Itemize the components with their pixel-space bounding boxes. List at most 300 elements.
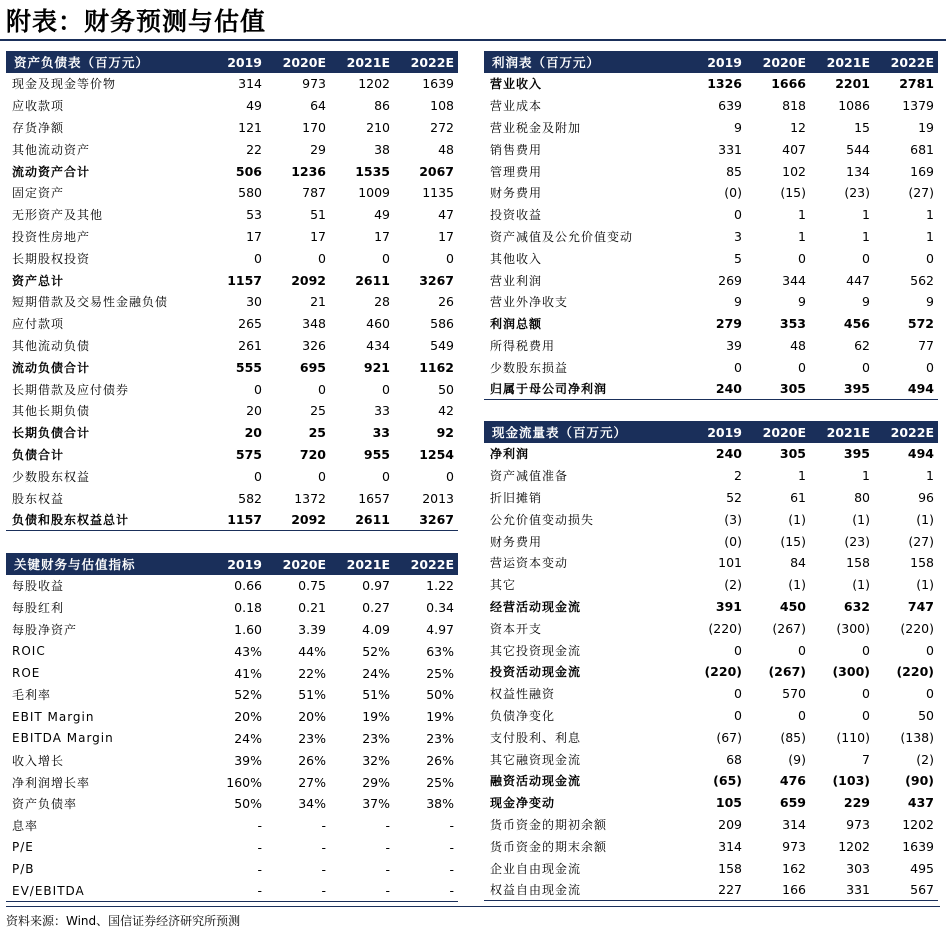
row-label: 应收款项	[12, 99, 65, 114]
value-cell: (138)	[900, 729, 934, 745]
row-label: 融资活动现金流	[490, 774, 582, 789]
value-cell: 973	[846, 816, 870, 832]
value-cell: 447	[846, 272, 870, 288]
value-cell: 0	[382, 381, 390, 397]
value-cell: 0	[446, 250, 454, 266]
value-cell: 49	[246, 98, 262, 114]
value-cell: 659	[779, 795, 806, 811]
row-label: 收入增长	[12, 753, 65, 768]
value-cell: 2013	[422, 490, 454, 506]
row-label: P/B	[12, 862, 35, 877]
value-cell: 265	[238, 316, 262, 332]
value-cell: 476	[779, 773, 806, 789]
value-cell: 5	[734, 250, 742, 266]
row-label: 存货净额	[12, 120, 65, 135]
value-cell: 353	[779, 316, 806, 332]
value-cell: 50	[438, 381, 454, 397]
table-title: 关键财务与估值指标	[6, 553, 202, 575]
value-cell: 162	[782, 860, 806, 876]
row-label: 现金净变动	[490, 796, 556, 811]
value-cell: 29%	[362, 774, 390, 790]
value-cell: (65)	[713, 773, 742, 789]
value-cell: 1	[798, 207, 806, 223]
value-cell: 3	[734, 228, 742, 244]
value-cell: 17	[374, 228, 390, 244]
title-divider	[0, 39, 946, 41]
value-cell: 921	[363, 359, 390, 375]
table-row	[6, 837, 458, 859]
value-cell: 747	[907, 598, 934, 614]
row-label: ROIC	[12, 644, 46, 659]
table-row	[484, 748, 938, 770]
row-label: 资产减值及公允价值变动	[490, 229, 634, 244]
value-cell: 9	[734, 119, 742, 135]
value-cell: 2611	[330, 509, 394, 531]
value-cell: 158	[910, 555, 934, 571]
row-label: 流动负债合计	[12, 360, 91, 375]
value-cell: 227	[682, 879, 746, 901]
value-cell: 86	[374, 98, 390, 114]
row-label: 固定资产	[12, 186, 65, 201]
value-cell: 62	[854, 337, 870, 353]
value-cell: 494	[874, 378, 938, 400]
row-label: 长期负债合计	[12, 426, 91, 441]
value-cell: 102	[782, 163, 806, 179]
value-cell: 1639	[422, 76, 454, 92]
table-row	[6, 597, 458, 619]
row-label: 每股净资产	[12, 622, 78, 637]
value-cell: 2067	[419, 163, 454, 179]
row-label: 营运资本变动	[490, 556, 569, 571]
table-header-row	[6, 51, 458, 73]
year-header: 2021E	[810, 421, 874, 443]
value-cell: 0	[862, 250, 870, 266]
value-cell: 3267	[419, 272, 454, 288]
table-row	[484, 814, 938, 836]
table-row	[6, 400, 458, 422]
row-label: 少数股东权益	[12, 469, 91, 484]
table-row	[484, 160, 938, 182]
table-row	[484, 378, 938, 400]
value-cell: 0	[318, 381, 326, 397]
value-cell: 1326	[707, 76, 742, 92]
year-header: 2022E	[394, 553, 458, 575]
value-cell: 9	[734, 294, 742, 310]
value-cell: 0	[862, 707, 870, 723]
value-cell: 695	[299, 359, 326, 375]
value-cell: 305	[779, 446, 806, 462]
value-cell: 314	[718, 838, 742, 854]
value-cell: 23%	[298, 730, 326, 746]
value-cell: 632	[843, 598, 870, 614]
value-cell: 9	[926, 294, 934, 310]
value-cell: 973	[782, 838, 806, 854]
value-cell: 61	[790, 489, 806, 505]
row-label: 长期股权投资	[12, 251, 91, 266]
row-label: EBIT Margin	[12, 709, 95, 724]
table-row	[484, 73, 938, 95]
value-cell: 24%	[234, 730, 262, 746]
value-cell: 33	[374, 403, 390, 419]
row-label: 其它投资现金流	[490, 643, 582, 658]
table-row	[6, 313, 458, 335]
value-cell: -	[321, 861, 326, 877]
value-cell: 38	[374, 141, 390, 157]
value-cell: 1	[862, 468, 870, 484]
row-label: 资产总计	[12, 273, 65, 288]
value-cell: 52%	[234, 687, 262, 703]
cash-flow-table	[484, 421, 938, 901]
table-header-row	[484, 51, 938, 73]
value-cell: 51%	[362, 687, 390, 703]
value-cell: 158	[718, 860, 742, 876]
table-row	[484, 487, 938, 509]
value-cell: 0.75	[298, 578, 326, 594]
value-cell: 303	[846, 860, 870, 876]
value-cell: 0.66	[234, 578, 262, 594]
value-cell: 348	[302, 316, 326, 332]
table-row	[6, 356, 458, 378]
table-row	[484, 835, 938, 857]
row-label: 其他收入	[490, 251, 543, 266]
value-cell: 21	[310, 294, 326, 310]
value-cell: -	[202, 880, 266, 902]
table-title: 现金流量表（百万元）	[484, 421, 682, 443]
table-row	[6, 444, 458, 466]
value-cell: (1)	[852, 511, 870, 527]
table-row	[484, 269, 938, 291]
value-cell: 39%	[234, 752, 262, 768]
value-cell: 50	[918, 707, 934, 723]
value-cell: 27%	[298, 774, 326, 790]
value-cell: 64	[310, 98, 326, 114]
value-cell: 1.22	[426, 578, 454, 594]
value-cell: 0	[862, 686, 870, 702]
value-cell: 1	[926, 207, 934, 223]
value-cell: (2)	[724, 577, 742, 593]
table-row	[484, 705, 938, 727]
value-cell: 26	[438, 294, 454, 310]
value-cell: 0	[254, 381, 262, 397]
value-cell: 20	[244, 425, 262, 441]
value-cell: 9	[862, 294, 870, 310]
row-label: 投资活动现金流	[490, 665, 582, 680]
table-row	[6, 662, 458, 684]
value-cell: 19%	[362, 709, 390, 725]
value-cell: (0)	[724, 185, 742, 201]
row-label: 毛利率	[12, 688, 52, 703]
value-cell: 1202	[902, 816, 934, 832]
value-cell: 567	[874, 879, 938, 901]
value-cell: 1009	[358, 185, 390, 201]
value-cell: 12	[790, 119, 806, 135]
value-cell: 1379	[902, 98, 934, 114]
row-label: 货币资金的期初余额	[490, 817, 608, 832]
value-cell: (267)	[768, 664, 806, 680]
value-cell: 134	[846, 163, 870, 179]
value-cell: 26%	[298, 752, 326, 768]
value-cell: 20%	[234, 709, 262, 725]
value-cell: 2611	[355, 272, 390, 288]
year-header: 2022E	[394, 51, 458, 73]
value-cell: 166	[746, 879, 810, 901]
value-cell: 562	[910, 272, 934, 288]
value-cell: 209	[718, 816, 742, 832]
value-cell: 0	[734, 707, 742, 723]
row-label: 其他流动负债	[12, 338, 91, 353]
table-row	[484, 726, 938, 748]
value-cell: 23%	[426, 730, 454, 746]
table-row	[484, 552, 938, 574]
row-label: 息率	[12, 819, 39, 834]
value-cell: 1	[926, 468, 934, 484]
value-cell: (1)	[916, 511, 934, 527]
row-label: 负债和股东权益总计	[6, 509, 202, 531]
table-row	[484, 530, 938, 552]
table-row	[6, 509, 458, 531]
row-label: EBITDA Margin	[12, 731, 114, 746]
value-cell: 38%	[426, 796, 454, 812]
value-cell: 51%	[298, 687, 326, 703]
value-cell: 77	[918, 337, 934, 353]
value-cell: 52	[726, 489, 742, 505]
value-cell: (23)	[844, 533, 870, 549]
value-cell: 160%	[226, 774, 262, 790]
value-cell: 1639	[902, 838, 934, 854]
table-row	[484, 313, 938, 335]
table-row	[484, 857, 938, 879]
value-cell: 42	[438, 403, 454, 419]
value-cell: 0.97	[362, 578, 390, 594]
value-cell: 0	[926, 250, 934, 266]
value-cell: 30	[246, 294, 262, 310]
value-cell: 17	[438, 228, 454, 244]
value-cell: 0	[254, 250, 262, 266]
table-row	[6, 793, 458, 815]
value-cell: 37%	[362, 796, 390, 812]
table-row	[484, 574, 938, 596]
value-cell: (15)	[780, 533, 806, 549]
value-cell: (1)	[852, 577, 870, 593]
row-label: 资产减值准备	[490, 469, 569, 484]
year-header: 2019	[682, 421, 746, 443]
value-cell: 1	[798, 468, 806, 484]
value-cell: 28	[374, 294, 390, 310]
row-label: 其它	[490, 578, 517, 593]
value-cell: 437	[907, 795, 934, 811]
year-header: 2019	[202, 51, 266, 73]
row-label: 销售费用	[490, 142, 543, 157]
value-cell: 43%	[234, 643, 262, 659]
value-cell: -	[385, 861, 390, 877]
value-cell: (220)	[896, 664, 934, 680]
value-cell: 80	[854, 489, 870, 505]
value-cell: 24%	[362, 665, 390, 681]
table-row	[484, 465, 938, 487]
value-cell: 1135	[422, 185, 454, 201]
value-cell: -	[385, 818, 390, 834]
row-label: 营业利润	[490, 273, 543, 288]
row-label: 折旧摊销	[490, 490, 543, 505]
value-cell: (15)	[780, 185, 806, 201]
value-cell: (300)	[836, 620, 870, 636]
year-header: 2021E	[330, 553, 394, 575]
row-label: 资产负债率	[12, 797, 78, 812]
table-row	[484, 792, 938, 814]
value-cell: 240	[715, 446, 742, 462]
value-cell: 391	[715, 598, 742, 614]
value-cell: 19	[918, 119, 934, 135]
value-cell: 1666	[771, 76, 806, 92]
value-cell: 314	[238, 76, 262, 92]
row-label: 营业外净收支	[490, 295, 569, 310]
value-cell: -	[257, 839, 262, 855]
table-row	[484, 182, 938, 204]
value-cell: -	[449, 861, 454, 877]
row-label: 所得税费用	[490, 338, 556, 353]
value-cell: 818	[782, 98, 806, 114]
value-cell: 331	[718, 141, 742, 157]
value-cell: 582	[238, 490, 262, 506]
row-label: 支付股利、利息	[490, 730, 582, 745]
income-statement-table	[484, 51, 938, 400]
value-cell: (267)	[772, 620, 806, 636]
table-row	[484, 879, 938, 901]
value-cell: 92	[436, 425, 454, 441]
value-cell: (85)	[780, 729, 806, 745]
row-label: 财务费用	[490, 534, 543, 549]
year-header: 2022E	[874, 421, 938, 443]
table-row	[484, 770, 938, 792]
value-cell: 20	[246, 403, 262, 419]
value-cell: -	[385, 839, 390, 855]
value-cell: 15	[854, 119, 870, 135]
year-header: 2020E	[746, 51, 810, 73]
value-cell: -	[449, 839, 454, 855]
table-row	[6, 465, 458, 487]
row-label: 每股收益	[12, 579, 65, 594]
row-label: 少数股东损益	[490, 360, 569, 375]
value-cell: 1	[798, 228, 806, 244]
balance-sheet-table	[6, 51, 458, 531]
table-row	[6, 378, 458, 400]
table-row	[484, 247, 938, 269]
value-cell: -	[257, 818, 262, 834]
value-cell: 19%	[426, 709, 454, 725]
year-header: 2020E	[266, 51, 330, 73]
row-label: 公允价值变动损失	[490, 512, 595, 527]
table-row	[484, 443, 938, 465]
value-cell: 0	[798, 707, 806, 723]
table-row	[6, 291, 458, 313]
row-label: 净利润	[490, 447, 530, 462]
value-cell: 20%	[298, 709, 326, 725]
value-cell: (220)	[900, 620, 934, 636]
value-cell: 580	[238, 185, 262, 201]
value-cell: (1)	[788, 577, 806, 593]
value-cell: 269	[718, 272, 742, 288]
value-cell: 229	[843, 795, 870, 811]
value-cell: 460	[366, 316, 390, 332]
table-row	[6, 749, 458, 771]
value-cell: 1657	[358, 490, 390, 506]
value-cell: 0	[926, 642, 934, 658]
value-cell: (9)	[788, 751, 806, 767]
row-label: 投资收益	[490, 208, 543, 223]
row-label: 权益自由现金流	[484, 879, 682, 901]
row-label: 资本开支	[490, 621, 543, 636]
value-cell: 1.60	[234, 621, 262, 637]
value-cell: 240	[682, 378, 746, 400]
table-title: 资产负债表（百万元）	[6, 51, 202, 73]
table-row	[6, 858, 458, 880]
value-cell: 169	[910, 163, 934, 179]
table-row	[484, 617, 938, 639]
value-cell: 52%	[362, 643, 390, 659]
value-cell: 0	[734, 207, 742, 223]
value-cell: 586	[430, 316, 454, 332]
value-cell: 84	[790, 555, 806, 571]
value-cell: 32%	[362, 752, 390, 768]
table-header-row	[484, 421, 938, 443]
year-header: 2020E	[266, 553, 330, 575]
value-cell: 0	[926, 359, 934, 375]
value-cell: 53	[246, 207, 262, 223]
value-cell: 25	[308, 425, 326, 441]
value-cell: 555	[235, 359, 262, 375]
value-cell: 0	[862, 642, 870, 658]
row-label: 企业自由现金流	[490, 861, 582, 876]
value-cell: 0.27	[362, 600, 390, 616]
value-cell: 506	[235, 163, 262, 179]
value-cell: 279	[715, 316, 742, 332]
row-label: 短期借款及交易性金融负债	[12, 295, 169, 310]
table-row	[6, 815, 458, 837]
value-cell: 25	[310, 403, 326, 419]
value-cell: 0	[254, 468, 262, 484]
value-cell: (1)	[788, 511, 806, 527]
value-cell: 326	[302, 337, 326, 353]
value-cell: 50%	[426, 687, 454, 703]
value-cell: -	[321, 839, 326, 855]
source-note: 资料来源：Wind、国信证券经济研究所预测	[6, 906, 940, 929]
value-cell: 1254	[419, 446, 454, 462]
value-cell: 494	[907, 446, 934, 462]
row-label: 应付款项	[12, 317, 65, 332]
key-indicators-table	[6, 553, 458, 902]
value-cell: 105	[715, 795, 742, 811]
row-label: 财务费用	[490, 186, 543, 201]
year-header: 2021E	[810, 51, 874, 73]
value-cell: 4.09	[362, 621, 390, 637]
value-cell: 0	[446, 468, 454, 484]
value-cell: 0.34	[426, 600, 454, 616]
value-cell: 108	[430, 98, 454, 114]
value-cell: 0	[734, 359, 742, 375]
value-cell: -	[266, 880, 330, 902]
table-row	[484, 117, 938, 139]
row-label: 净利润增长率	[12, 775, 91, 790]
row-label: 营业税金及附加	[490, 120, 582, 135]
value-cell: (220)	[708, 620, 742, 636]
value-cell: 544	[846, 141, 870, 157]
value-cell: 68	[726, 751, 742, 767]
table-row	[484, 683, 938, 705]
value-cell: 121	[238, 119, 262, 135]
value-cell: (1)	[916, 577, 934, 593]
value-cell: 3.39	[298, 621, 326, 637]
row-label: P/E	[12, 840, 34, 855]
